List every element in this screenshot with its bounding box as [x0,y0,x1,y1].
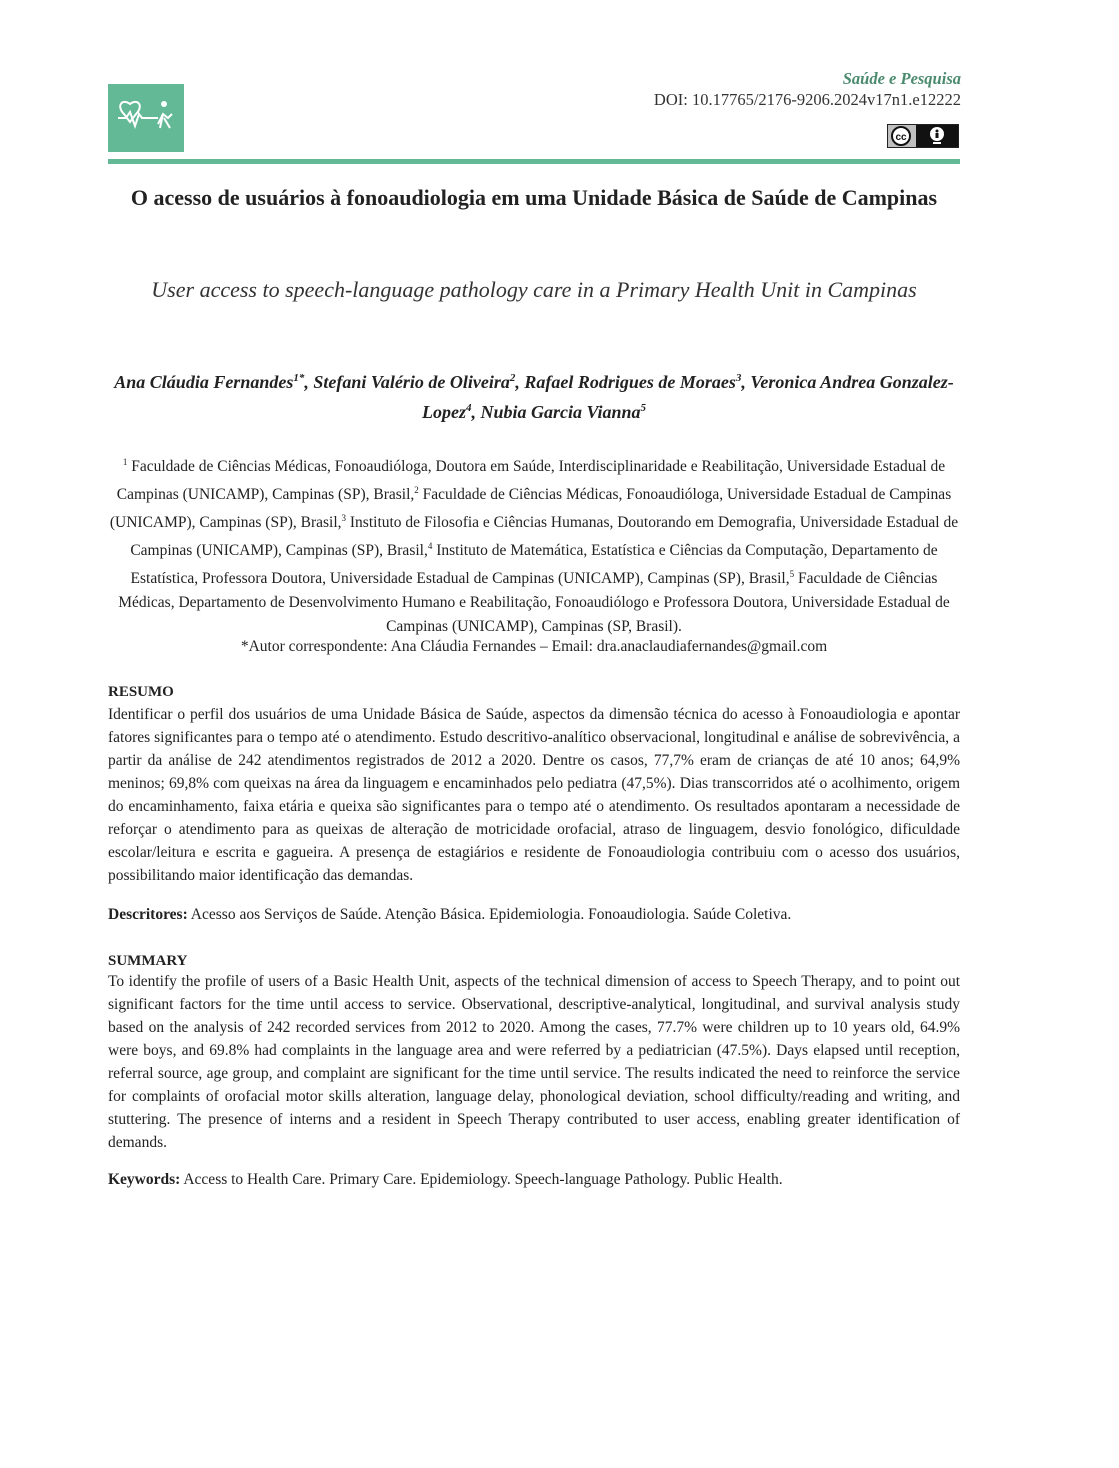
author-name: Veronica Andrea Gonzalez-Lopez [421,372,954,422]
header-rule [108,159,960,164]
journal-logo [108,84,184,152]
keywords-label: Keywords: [108,1171,181,1188]
article-title-en: User access to speech-language pathology care in a Primary Health Unit in Campinas [151,277,917,302]
author-list: Ana Cláudia Fernandes$^{1*}$, Stefani Valério de Oliveira$^2$, Rafael Rodrigues de Moraes$^3$, Veronica Andrea Gonzalez-Lopez$^4$, Nubia Garcia Vianna$^5$ [114,372,954,422]
summary-body: To identify the profile of users of a Basic Health Unit, aspects of the technical dimension of access to Speech Therapy, and to point out significant factors for the time until access to service. Observational, descriptive-analytical, longitudinal, and survival analysis study based on the analysis of 242 recorded services from 2012 to 2020. Among the cases, 77.7% were children up to 10 years old, 64.9% were boys, and 69.8% had complaints in the language area and were referred by a pediatrician (47.5%). Days elapsed until reception, referral source, age group, and complaint are significant for the time until service. The results indicated the need to reinforce the service for complaints of orofacial motor skills alteration, language delay, phonological deviation, school difficulty/reading and writing, and stuttering. The presence of interns and a resident in Speech Therapy contributed to user access, enabling greater identification of demands. [108,973,960,1151]
cc-by-icon[interactable] [887,124,959,148]
journal-name: Saúde e Pesquisa [842,69,961,88]
affiliations: $^1$ Faculdade de Ciências Médicas, Fonoaudióloga, Doutora em Saúde, Interdisciplinaridade e Reabilitação, Universidade Estadual de Campinas (UNICAMP), Campinas (SP), Brasil,$^2$ Faculdade de Ciências Médicas, Fonoaudióloga, Universidade Estadual de Campinas (UNICAMP), Campinas (SP), Brasil,$^3$ Instituto de Filosofia e Ciências Humanas, Doutorando em Demografia, Universidade Estadual de Campinas (UNICAMP), Campinas (SP), Brasil,$^4$ Instituto de Matemática, Estatística e Ciências da Computação, Departamento de Estatística, Professora Doutora, Universidade Estadual de Campinas (UNICAMP), Campinas (SP), Brasil,$^5$ Faculdade de Ciências Médicas, Departamento de Desenvolvimento Humano e Reabilitação, Fonoaudiólogo e Professora Doutora, Universidade Estadual de Campinas (UNICAMP), Campinas (SP, Brasil). [109,457,959,635]
author-sup: 2 [509,372,516,384]
resumo-heading: RESUMO [108,684,174,700]
author-sup: 1* [293,372,305,384]
keywords-text: Access to Health Care. Primary Care. Epidemiology. Speech-language Pathology. Public Health. [183,1171,783,1188]
heart-runner-logo-icon [108,84,184,152]
affiliation-text: Instituto de Filosofia e Ciências Humanas, Doutorando em Demografia, Universidade Estadual de Campinas (UNICAMP), Campinas (SP), Brasil, [130,514,959,560]
keywords-text: Acesso aos Serviços de Saúde. Atenção Básica. Epidemiologia. Fonoaudiologia. Saúde Coletiva. [190,906,792,923]
summary-heading: SUMMARY [108,953,188,969]
author-name: Nubia Garcia Vianna [480,402,641,422]
author-sup: 5 [640,402,647,414]
article-title-pt: O acesso de usuários à fonoaudiologia em uma Unidade Básica de Saúde de Campinas [130,185,938,210]
corresponding-author: *Autor correspondente: Ana Cláudia Fernandes – Email: dra.anaclaudiafernandes@gmail.com [240,638,828,655]
svg-text:cc: cc [895,132,907,143]
summary-keywords [108,1170,960,1190]
author-name: Ana Cláudia Fernandes [114,372,294,392]
doi-link[interactable]: DOI: 10.17765/2176-9206.2024v17n1.e12222 [653,90,961,109]
resumo-keywords [108,905,960,925]
journal-info [654,68,961,110]
affiliation-text: Faculdade de Ciências Médicas, Fonoaudióloga, Doutora em Saúde, Interdisciplinaridade e Reabilitação, Universidade Estadual de Campinas (UNICAMP), Campinas (SP), Brasil, [116,458,946,504]
affiliation-text: Instituto de Matemática, Estatística e Ciências da Computação, Departamento de Estatística, Professora Doutora, Universidade Estadual de Campinas (UNICAMP), Campinas (SP), Brasil, [130,542,938,587]
keywords-label: Descritores: [108,906,188,923]
author-name: Stefani Valério de Oliveira [313,372,510,392]
affiliation-text: Faculdade de Ciências Médicas, Fonoaudióloga, Universidade Estadual de Campinas (UNICAMP), Campinas (SP), Brasil, [109,486,952,532]
author-name: Rafael Rodrigues de Moraes [524,372,736,392]
author-sup: 4 [465,402,472,414]
resumo-body: Identificar o perfil dos usuários de uma Unidade Básica de Saúde, aspectos da dimensão técnica do acesso à Fonoaudiologia e apontar fatores significantes para o tempo até o atendimento. Estudo descritivo-analítico observacional, longitudinal e análise de sobrevivência, a partir da análise de 242 atendimentos registrados de 2012 a 2020. Dentre os casos, 77,7% eram de crianças de até 10 anos; 64,9% meninos; 69,8% com queixas na área da linguagem e encaminhados pelo pediatra (47,5%). Dias transcorridos até o acolhimento, origem do encaminhamento, faixa etária e queixa são significantes para o tempo até o atendimento. Os resultados apontaram a necessidade de reforçar o atendimento para as queixas de alteração de motricidade orofacial, atraso de linguagem, desvio fonológico, dificuldade escolar/leitura e escrita e gagueira. A presença de estagiários e residente de Fonoaudiologia contribuiu com o acesso dos usuários, possibilitando maior identificação das demandas. [108,706,960,884]
author-sup: 3 [735,372,742,384]
affiliation-text: Faculdade de Ciências Médicas, Departamento de Desenvolvimento Humano e Reabilitação, Fonoaudiólogo e Professora Doutora, Universidade Estadual de Campinas (UNICAMP), Campinas (SP, Brasil). [118,569,950,635]
